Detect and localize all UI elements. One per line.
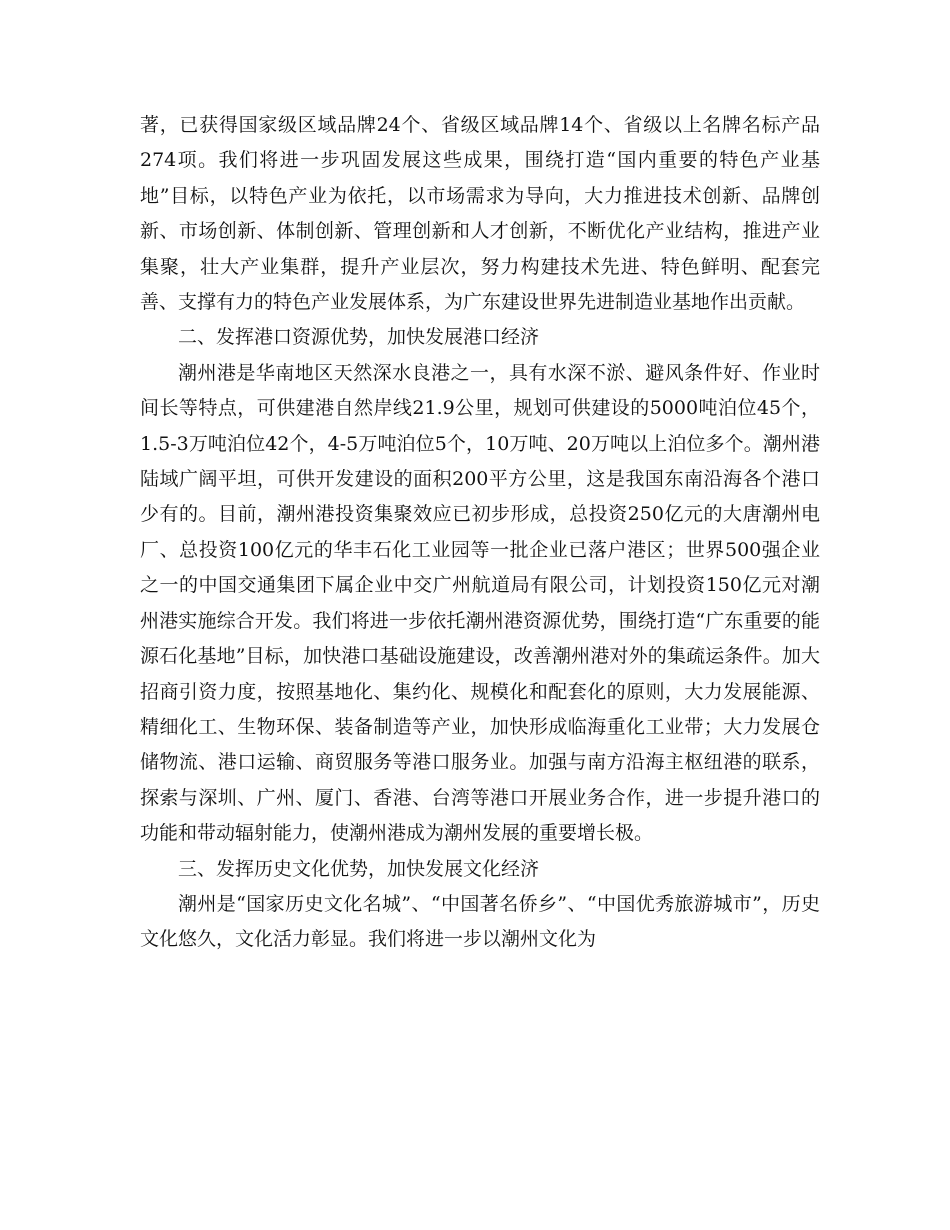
section-heading-port-economy: 二、发挥港口资源优势，加快发展港口经济	[178, 326, 540, 349]
section-heading-cultural-economy: 三、发挥历史文化优势，加快发展文化经济	[178, 857, 540, 880]
document-page	[140, 108, 820, 958]
paragraph-chaozhou-culture: 潮州是“国家历史文化名城”、“中国著名侨乡”、“中国优秀旅游城市”，历史文化悠久，文化活力彰显。我们将进一步以潮州文化为	[140, 892, 820, 951]
paragraph-brand-achievements: 著，已获得国家级区域品牌24个、省级区域品牌14个、省级以上名牌名标产品274项。我们将进一步巩固发展这些成果，围绕打造“国内重要的特色产业基地”目标，以特色产业为依托，以市场需求为导向，大力推进技术创新、品牌创新、市场创新、体制创新、管理创新和人才创新，不断优化产业结构，推进产业集聚，壮大产业集群，提升产业层次，努力构建技术先进、特色鲜明、配套完善、支撑有力的特色产业发展体系，为广东建设世界先进制造业基地作出贡献。	[140, 114, 820, 314]
paragraph-chaozhou-port: 潮州港是华南地区天然深水良港之一，具有水深不淤、避风条件好、作业时间长等特点，可供建港自然岸线21.9公里，规划可供建设的5000吨泊位45个，1.5-3万吨泊位42个，4-5万吨泊位5个，10万吨、20万吨以上泊位多个。潮州港陆域广阔平坦，可供开发建设的面积200平方公里，这是我国东南沿海各个港口少有的。目前，潮州港投资集聚效应已初步形成，总投资250亿元的大唐潮州电厂、总投资100亿元的华丰石化工业园等一批企业已落户港区；世界500强企业之一的中国交通集团下属企业中交广州航道局有限公司，计划投资150亿元对潮州港实施综合开发。我们将进一步依托潮州港资源优势，围绕打造“广东重要的能源石化基地”目标，加快港口基础设施建设，改善潮州港对外的集疏运条件。加大招商引资力度，按照基地化、集约化、规模化和配套化的原则，大力发展能源、精细化工、生物环保、装备制造等产业，加快形成临海重化工业带；大力发展仓储物流、港口运输、商贸服务等港口服务业。加强与南方沿海主枢纽港的联系，探索与深圳、广州、厦门、香港、台湾等港口开展业务合作，进一步提升港口的功能和带动辐射能力，使潮州港成为潮州发展的重要增长极。	[140, 361, 820, 845]
